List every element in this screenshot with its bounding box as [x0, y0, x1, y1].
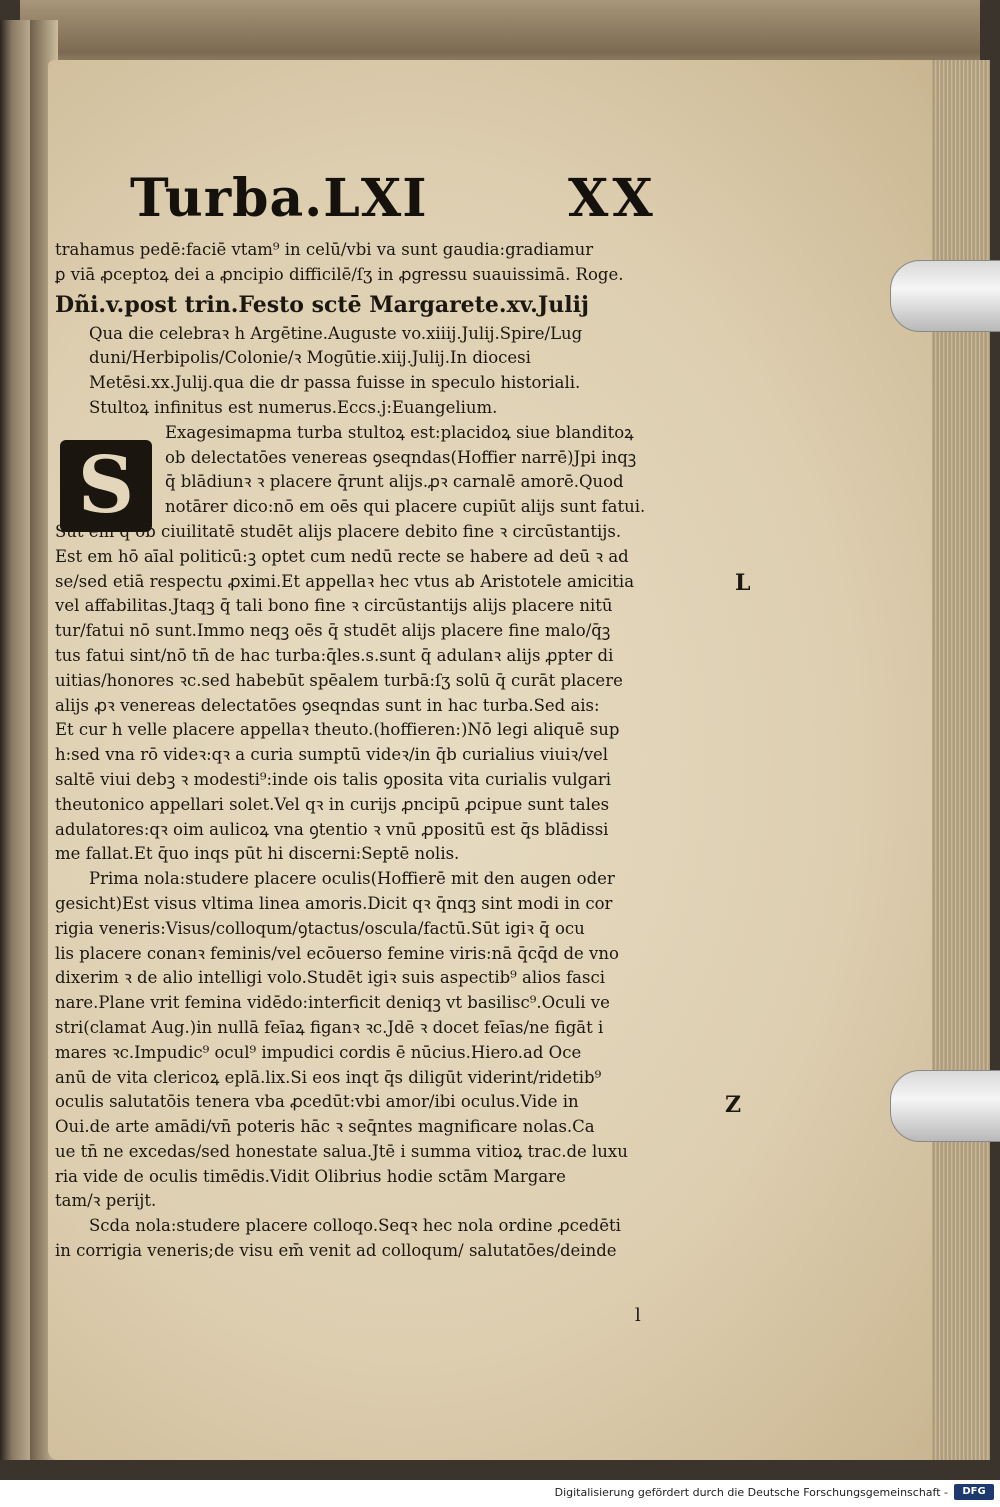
- text-line: ꝑ viā ꝓceptoꝝ dei a ꝓncipio difficilē/ſʒ in ꝓgressu suauissimā. Roge.: [55, 264, 624, 284]
- text-line: rigia veneris:Visus/colloqum/ꝯtactus/oscula/factū.Sūt igiꝛ q̄ ocu: [55, 918, 585, 938]
- text-line: Et cur h velle placere appellaꝛ theuto.(hoffieren:)Nō legi aliquē sup: [55, 720, 620, 740]
- dfg-logo: DFG: [954, 1484, 994, 1500]
- text-line: in corrigia veneris;de visu em̄ venit ad colloqum/ salutatōes/deinde: [55, 1241, 617, 1261]
- text-line: saltē viui debꝫ ꝛ modesti⁹:inde ois talis ꝯposita vita curialis vulgari: [55, 769, 612, 789]
- text-line: dixerim ꝛ de alio intelligi volo.Studēt igiꝛ suis aspectib⁹ alios fasci: [55, 968, 606, 988]
- text-line: mares ꝛc.Impudic⁹ ocul⁹ impudici cordis ē nūcius.Hiero.ad Oce: [55, 1042, 582, 1062]
- text-line: anū de vita clericoꝝ eplā.lix.Si eos inqt q̄s diligūt viderint/ridetib⁹: [55, 1067, 602, 1087]
- text-line: Prima nola:studere placere oculis(Hoffierē mit den augen oder: [89, 869, 615, 889]
- text-line: Sūt em q̄ ob ciuilitatē studēt alijs placere debito fine ꝛ circūstantijs.: [55, 521, 622, 541]
- margin-letter-first: L: [735, 570, 751, 596]
- digitization-footer: [0, 1480, 1000, 1507]
- margin-letter-second: Z: [725, 1092, 742, 1118]
- text-line: h:sed vna rō videꝛ:qꝛ a curia sumptū videꝛ/in q̄b curialius viuiꝛ/vel: [55, 745, 609, 765]
- text-line: Scda nola:studere placere colloqo.Seqꝛ hec nola ordine ꝓcedēti: [89, 1216, 621, 1236]
- text-line: notārer dico:nō em oēs qui placere cupiūt alijs sunt fatui.: [165, 497, 646, 517]
- text-line: vel affabilitas.Jtaqꝫ q̄ tali bono fine ꝛ circūstantijs alijs placere nitū: [55, 596, 613, 616]
- footer-credit: Digitalisierung gefördert durch die Deutsche Forschungsgemeinschaft -: [554, 1486, 948, 1499]
- page-clip-top: [890, 260, 1000, 332]
- page-clip-bottom: [890, 1070, 1000, 1142]
- body-text: [55, 238, 735, 1264]
- decorated-initial: S: [60, 440, 152, 532]
- text-line: adulatores:qꝛ oim aulicoꝝ vna ꝯtentio ꝛ vnū ꝓpositū est q̄s blādissi: [55, 819, 609, 839]
- text-line: Stultoꝝ infinitus est numerus.Eccs.j:Euangelium.: [89, 397, 498, 417]
- text-line: q̄ blādiunꝛ ꝛ placere q̄runt alijs.ꝓꝛ carnalē amorē.Quod: [165, 472, 624, 492]
- text-line: ob delectatōes venereas ꝯseqndas(Hoffier narrē)Jpi inqꝫ: [165, 447, 637, 467]
- text-line: alijs ꝓꝛ venereas delectatōes ꝯseqndas sunt in hac turba.Sed ais:: [55, 695, 600, 715]
- text-line: Qua die celebraꝛ h Argētine.Auguste vo.xiiij.Julij.Spire/Lug: [89, 323, 583, 343]
- signature-mark: l: [635, 1305, 641, 1326]
- page-header: [130, 168, 670, 238]
- folio-number: XX: [568, 168, 657, 229]
- text-line: duni/Herbipolis/Colonie/ꝛ Mogūtie.xiij.Julij.In diocesi: [89, 348, 531, 368]
- running-title: Turba.LXI: [130, 168, 428, 229]
- text-line: se/sed etiā respectu ꝓximi.Et appellaꝛ hec vtus ab Aristotele amicitia: [55, 571, 635, 591]
- text-line: uitias/honores ꝛc.sed habebūt spēalem turbā:ſʒ solū q̄ curāt placere: [55, 670, 623, 690]
- text-line: tur/fatui nō sunt.Immo neqꝫ oēs q̄ studēt alijs placere fine malo/q̄ꝫ: [55, 621, 611, 641]
- text-line: theutonico appellari solet.Vel qꝛ in curijs ꝓncipū ꝓcipue sunt tales: [55, 794, 610, 814]
- text-line: Est em hō aīal politicū:ꝫ optet cum nedū recte se habere ad deū ꝛ ad: [55, 546, 629, 566]
- text-line: Exagesimapma turba stultoꝝ est:placidoꝝ siue blanditoꝝ: [165, 422, 634, 442]
- text-line: Oui.de arte amādi/vn̄ poteris hāc ꝛ seq̄ntes magnificare nolas.Ca: [55, 1117, 595, 1137]
- section-heading: Dñi.v.post trin.Festo sctē Margarete.xv.Julij: [55, 291, 589, 318]
- text-line: nare.Plane vrit femina vidēdo:interficit deniqꝫ vt basilisc⁹.Oculi ve: [55, 993, 610, 1013]
- text-line: me fallat.Et q̄uo inqs pūt hi discerni:Septē nolis.: [55, 844, 460, 864]
- text-line: oculis salutatōis tenera vba ꝓcedūt:vbi amor/ibi oculus.Vide in: [55, 1092, 579, 1112]
- facing-page-edge: [0, 20, 30, 1460]
- text-line: trahamus pedē:faciē vtam⁹ in celū/vbi va sunt gaudia:gradiamur: [55, 240, 594, 259]
- text-line: lis placere conanꝛ feminis/vel ecōuerso femine viris:nā q̄cq̄d de vno: [55, 943, 619, 963]
- text-line: ria vide de oculis timēdis.Vidit Olibrius hodie sctām Margare: [55, 1166, 566, 1186]
- text-line: tus fatui sint/nō tn̄ de hac turba:q̄les.s.sunt q̄ adulanꝛ alijs ꝓpter di: [55, 645, 614, 665]
- text-line: ue tn̄ ne excedas/sed honestate salua.Jtē i summa vitioꝝ trac.de luxu: [55, 1141, 628, 1161]
- text-line: gesicht)Est visus vltima linea amoris.Dicit qꝛ q̄nqꝫ sint modi in cor: [55, 893, 613, 913]
- text-line: Metēsi.xx.Julij.qua die dr passa fuisse in speculo historiali.: [89, 373, 581, 393]
- text-line: stri(clamat Aug.)in nullā feīaꝝ figanꝛ ꝛc.Jdē ꝛ docet feīas/ne figāt i: [55, 1017, 604, 1037]
- text-line: tam/ꝛ perijt.: [55, 1191, 157, 1211]
